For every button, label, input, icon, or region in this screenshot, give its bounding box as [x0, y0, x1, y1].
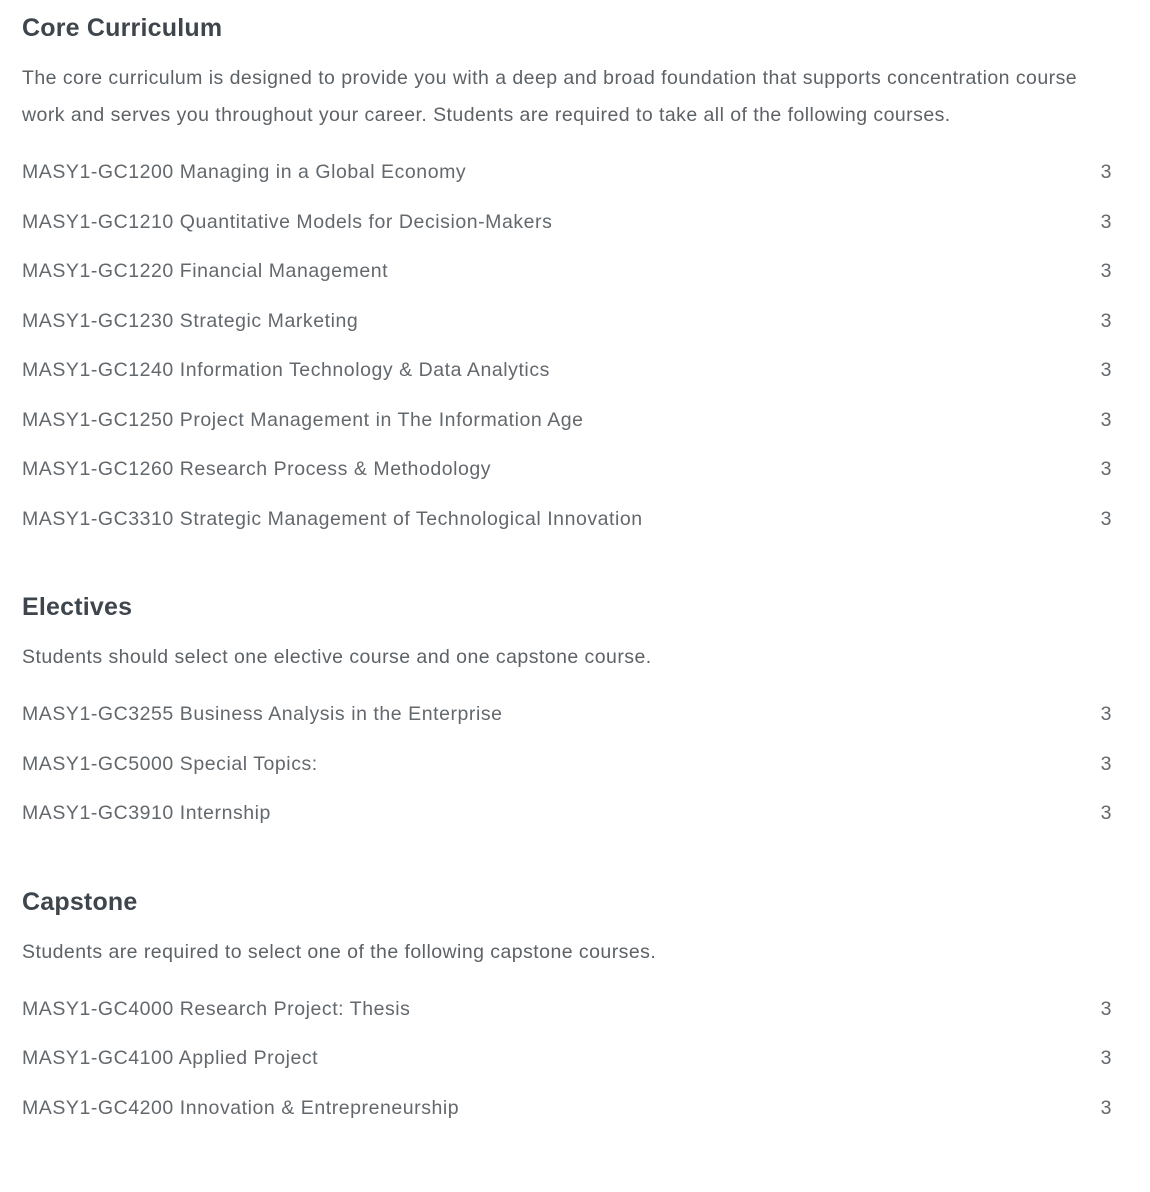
course-title: MASY1-GC5000 Special Topics:	[22, 752, 318, 775]
course-row	[22, 1034, 1112, 1084]
course-title: MASY1-GC1230 Strategic Marketing	[22, 309, 359, 332]
course-row	[22, 297, 1112, 347]
course-credits: 3	[1100, 1096, 1112, 1119]
course-title: MASY1-GC1240 Information Technology & Data Analytics	[22, 359, 550, 381]
section-title-electives: Electives	[22, 593, 133, 621]
course-row	[22, 789, 1112, 839]
course-title: MASY1-GC1210 Quantitative Models for Decision-Makers	[22, 210, 553, 233]
course-list-core	[22, 148, 1112, 544]
section-description: Students are required to select one of the following capstone courses.	[22, 940, 657, 963]
course-credits: 3	[1100, 309, 1112, 332]
course-title: MASY1-GC1200 Managing in a Global Economy	[22, 161, 467, 183]
course-credits: 3	[1100, 802, 1112, 824]
course-credits: 3	[1100, 507, 1112, 530]
section-description: Students should select one elective course and one capstone course.	[22, 646, 652, 668]
section-title-capstone: Capstone	[22, 887, 138, 916]
course-credits: 3	[1100, 703, 1112, 725]
course-row	[22, 1084, 1112, 1134]
course-credits: 3	[1100, 210, 1112, 233]
course-title: MASY1-GC1250 Project Management in The Information Age	[22, 408, 584, 431]
course-row	[22, 247, 1112, 297]
section-description: The core curriculum is designed to provide you with a deep and broad foundation that supports concentration course work and serves you throughout your career. Students are required to take all of the following courses.	[22, 67, 1078, 126]
course-list-electives	[22, 690, 1112, 839]
course-credits: 3	[1100, 997, 1112, 1020]
course-title: MASY1-GC4000 Research Project: Thesis	[22, 997, 411, 1020]
course-credits: 3	[1100, 752, 1112, 775]
course-title: MASY1-GC3910 Internship	[22, 802, 271, 824]
course-credits: 3	[1100, 359, 1112, 381]
course-credits: 3	[1100, 161, 1112, 183]
course-row	[22, 396, 1112, 446]
course-title: MASY1-GC4100 Applied Project	[22, 1047, 319, 1069]
course-title: MASY1-GC4200 Innovation & Entrepreneurship	[22, 1096, 460, 1119]
section-core-curriculum	[22, 13, 1112, 544]
section-capstone	[22, 887, 1112, 1134]
course-row	[22, 690, 1112, 740]
section-title-core-curriculum: Core Curriculum	[22, 14, 223, 42]
course-row	[22, 740, 1112, 790]
course-credits: 3	[1100, 408, 1112, 431]
course-row	[22, 495, 1112, 545]
course-credits: 3	[1100, 260, 1112, 282]
course-row	[22, 198, 1112, 248]
course-row	[22, 445, 1112, 495]
course-row	[22, 148, 1112, 198]
course-list-capstone	[22, 985, 1112, 1134]
course-title: MASY1-GC3310 Strategic Management of Technological Innovation	[22, 507, 643, 530]
course-row	[22, 985, 1112, 1035]
section-electives	[22, 592, 1112, 839]
course-title: MASY1-GC3255 Business Analysis in the Enterprise	[22, 703, 503, 725]
course-title: MASY1-GC1260 Research Process & Methodology	[22, 458, 492, 480]
course-credits: 3	[1100, 458, 1112, 480]
course-title: MASY1-GC1220 Financial Management	[22, 260, 389, 282]
course-row	[22, 346, 1112, 396]
course-credits: 3	[1100, 1047, 1112, 1069]
